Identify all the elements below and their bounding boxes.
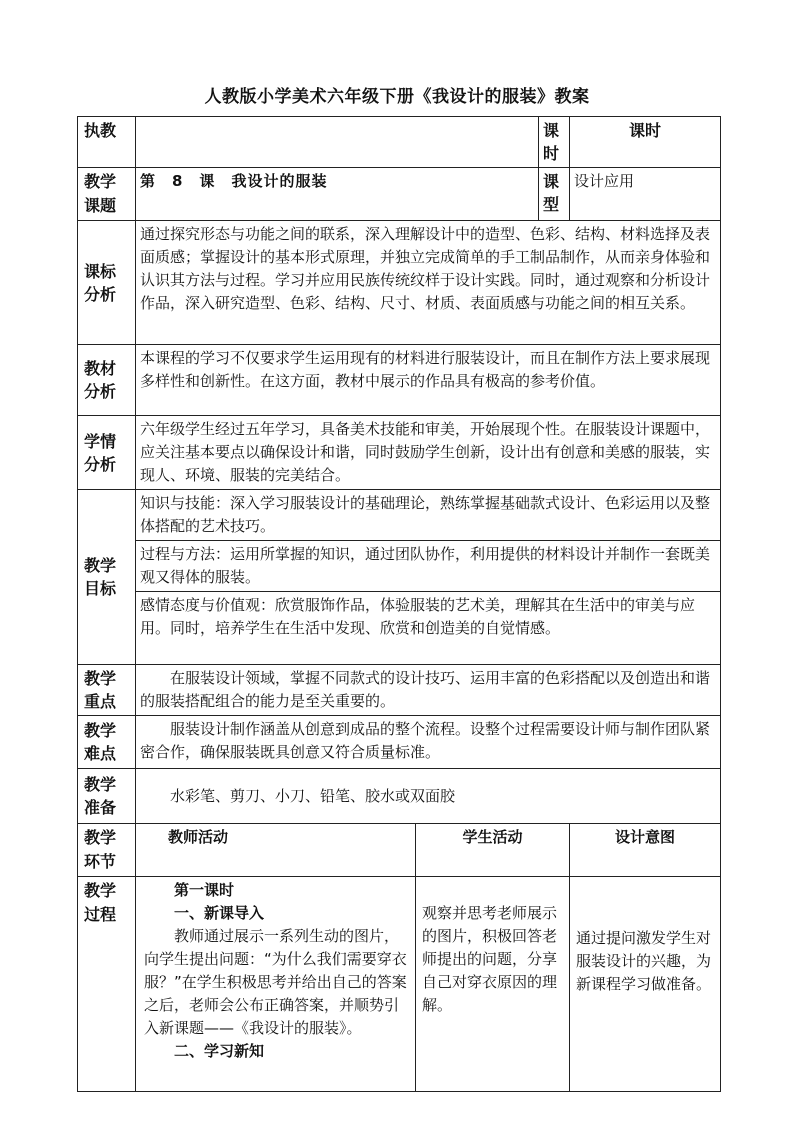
design-intent-header: 设计意图 [570, 824, 721, 877]
design-intent-text: 通过提问激发学生对服装设计的兴趣，为新课程学习做准备。 [576, 929, 712, 993]
students-label: 学情分析 [78, 416, 136, 490]
goals-label: 教学目标 [78, 490, 136, 665]
key-points-label: 教学重点 [78, 665, 136, 716]
preparation-text: 水彩笔、剪刀、小刀、铅笔、胶水或双面胶 [136, 769, 721, 824]
period-label: 课时 [539, 117, 570, 168]
stages-label: 教学环节 [78, 824, 136, 877]
student-activity-text: 观察并思考老师展示的图片，积极回答老师提出的问题，分享自己对穿衣原因的理解。 [422, 904, 558, 1014]
stages-header-row [78, 824, 721, 877]
design-intent-cell [570, 877, 721, 1092]
standards-label: 课标分析 [78, 221, 136, 345]
students-row [78, 416, 721, 490]
lesson-heading: 第一课时 [174, 881, 235, 899]
teacher-activity-header: 教师活动 [136, 824, 416, 877]
topic-value-text: 第 8 课 我设计的服装 [140, 172, 328, 190]
goals-row-3 [78, 592, 721, 665]
difficulties-text: 服装设计制作涵盖从创意到成品的整个流程。设整个过程需要设计师与制作团队紧密合作，确保服装既具创意又符合质量标准。 [136, 716, 721, 769]
header-row [78, 117, 721, 168]
teacher-activity-text: 教师通过展示一系列生动的图片，向学生提出问题：“为什么我们需要穿衣服？”在学生积极思考并给出自己的答案之后，老师会公布正确答案，并顺势引入新课题——《我设计的服装》。 [144, 927, 407, 1037]
goals-row-2 [78, 541, 721, 592]
student-activity-cell [416, 877, 570, 1092]
process-row [78, 877, 721, 1092]
topic-row [78, 168, 721, 221]
type-value: 设计应用 [570, 168, 721, 221]
teacher-activity-cell [136, 877, 416, 1092]
preparation-label: 教学准备 [78, 769, 136, 824]
topic-value [136, 168, 539, 221]
goal-knowledge: 知识与技能：深入学习服装设计的基础理论，熟练掌握基础款式设计、色彩运用以及整体搭配的艺术技巧。 [136, 490, 721, 541]
difficulties-label: 教学难点 [78, 716, 136, 769]
goal-attitude: 感情态度与价值观：欣赏服饰作品，体验服装的艺术美，理解其在生活中的审美与应用。同时，培养学生在生活中发现、欣赏和创造美的自觉情感。 [136, 592, 721, 665]
textbook-label: 教材分析 [78, 345, 136, 416]
section-new-knowledge-heading: 二、学习新知 [174, 1042, 265, 1060]
instructor-label: 执教 [78, 117, 136, 168]
page-title: 人教版小学美术六年级下册《我设计的服装》教案 [204, 87, 590, 107]
process-label: 教学过程 [78, 877, 136, 1092]
textbook-row [78, 345, 721, 416]
key-points-row [78, 665, 721, 716]
students-text: 六年级学生经过五年学习，具备美术技能和审美，开始展现个性。在服装设计课题中，应关注基本要点以确保设计和谐，同时鼓励学生创新，设计出有创意和美感的服装，实现人、环境、服装的完美结合。 [136, 416, 721, 490]
goal-process: 过程与方法：运用所掌握的知识，通过团队协作，利用提供的材料设计并制作一套既美观又得体的服装。 [136, 541, 721, 592]
topic-label: 教学课题 [78, 168, 136, 221]
difficulties-row [78, 716, 721, 769]
lesson-plan-table [77, 116, 721, 1092]
section-intro-heading: 一、新课导入 [174, 904, 265, 922]
type-label: 课型 [539, 168, 570, 221]
standards-text: 通过探究形态与功能之间的联系，深入理解设计中的造型、色彩、结构、材料选择及表面质感；掌握设计的基本形式原理，并独立完成简单的手工制品制作，从而亲身体验和认识其方法与过程。学习并应用民族传统纹样于设计实践。同时，通过观察和分析设计作品，深入研究造型、色彩、结构、尺寸、材质、表面质感与功能之间的相互关系。 [136, 221, 721, 345]
period-value: 课时 [570, 117, 721, 168]
goals-row-1 [78, 490, 721, 541]
preparation-row [78, 769, 721, 824]
student-activity-header: 学生活动 [416, 824, 570, 877]
key-points-text: 在服装设计领域，掌握不同款式的设计技巧、运用丰富的色彩搭配以及创造出和谐的服装搭配组合的能力是至关重要的。 [136, 665, 721, 716]
standards-row [78, 221, 721, 345]
instructor-value [136, 117, 539, 168]
textbook-text: 本课程的学习不仅要求学生运用现有的材料进行服装设计，而且在制作方法上要求展现多样性和创新性。在这方面，教材中展示的作品具有极高的参考价值。 [136, 345, 721, 416]
